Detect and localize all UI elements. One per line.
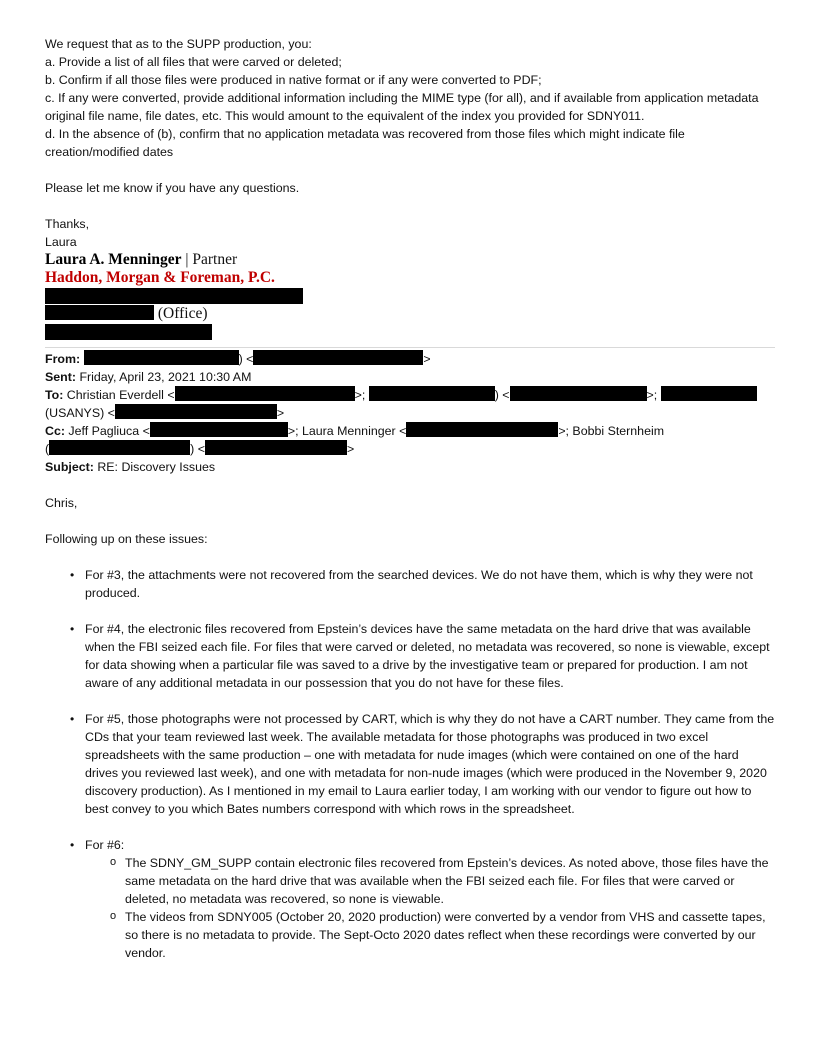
cc-line-continued: ( ) < >: [45, 442, 355, 456]
to-label: To:: [45, 388, 64, 402]
office-label: (Office): [157, 305, 208, 322]
redaction-block: [510, 386, 647, 401]
redaction-block: [406, 422, 558, 437]
to-line-continued: (USANYS) < >: [45, 406, 285, 420]
redaction-block: [175, 386, 355, 401]
redaction-block: [49, 440, 190, 455]
to-line: To: Christian Everdell < >; ) < >;: [45, 386, 775, 404]
redaction-block: [253, 350, 423, 365]
redaction-block: [369, 386, 495, 401]
message-header: [45, 350, 775, 476]
signature-firm: Haddon, Morgan & Foreman, P.C.: [45, 269, 275, 286]
subject-line: [45, 458, 775, 476]
lead-line: Following up on these issues:: [45, 532, 208, 546]
list-item: • For #4, the electronic files recovered from Epstein’s devices have the same metadata on the hard drive that was available when the FBI seized each file. For files that were carved or deleted, no metadata was recovered, so none is viewable, except for data showing when a particular file was saved to a drive by the investigative team or prepared for production. I am not aware of any additional metadata in our possession that you do not have for these files.: [85, 620, 775, 692]
request-item-c: c. If any were converted, provide additional information including the MIME type (for all), and if available from application metadata original file name, file dates, etc. This would amount to the equivalent of the index you provided for SDNY011.: [45, 91, 759, 123]
redaction-block: [115, 404, 277, 419]
signature-separator: |: [181, 251, 193, 268]
sent-line: [45, 368, 775, 386]
cc-line: Cc: Jeff Pagliuca < >; Laura Menninger < >; Bobbi Sternheim: [45, 424, 665, 438]
list-item: • For #6: o The SDNY_GM_SUPP contain electronic files recovered from Epstein’s devices. As noted above, those files have the same metadata on the hard drive that was available when the FBI seized each file. For files that were carved or deleted, no metadata was recovered, so none is viewable. o The videos from SDNY005 (October 20, 2020 production) were converted by a vendor from VHS and cassette tapes, so there is no metadata to provide. The Sept-Octo 2020 dates reflect when these recordings were converted by our vendor.: [85, 836, 775, 962]
redaction-block: [661, 386, 757, 401]
header-separator: [45, 347, 775, 348]
redaction-block: [45, 324, 212, 340]
signature-name: Laura A. Menninger: [45, 251, 182, 268]
request-item-d: d. In the absence of (b), confirm that no application metadata was recovered from those files which might indicate file creation/modified dates: [45, 127, 685, 159]
signature-title: Partner: [192, 251, 238, 268]
sub-list: [85, 854, 775, 962]
signature-block: [45, 251, 775, 340]
sub-list-item: o The SDNY_GM_SUPP contain electronic files recovered from Epstein’s devices. As noted above, those files have the same metadata on the hard drive that was available when the FBI seized each file. For files that were carved or deleted, no metadata was recovered, so none is viewable.: [125, 854, 775, 908]
redaction-block: [45, 305, 154, 320]
request-item-b: b. Confirm if all those files were produced in native format or if any were converted to PDF;: [45, 73, 542, 87]
subject-value: RE: Discovery Issues: [97, 460, 216, 474]
questions-line: Please let me know if you have any questions.: [45, 181, 300, 195]
sent-label: Sent:: [45, 370, 76, 384]
sent-value: Friday, April 23, 2021 10:30 AM: [79, 370, 252, 384]
thanks-line: Thanks,: [45, 217, 90, 231]
list-item: • For #3, the attachments were not recovered from the searched devices. We do not have them, which is why they were not produced.: [85, 566, 775, 602]
from-line: From: ) < >: [45, 352, 431, 366]
from-label: From:: [45, 352, 81, 366]
request-item-a: a. Provide a list of all files that were carved or deleted;: [45, 55, 342, 69]
email-document: [45, 35, 775, 980]
redaction-block: [84, 350, 239, 365]
greeting: Chris,: [45, 496, 78, 510]
redaction-block: [150, 422, 288, 437]
cc-label: Cc:: [45, 424, 65, 438]
subject-label: Subject:: [45, 460, 94, 474]
response-list: [45, 566, 775, 962]
list-item: • For #5, those photographs were not processed by CART, which is why they do not have a CART number. They came from the CDs that your team reviewed last week. The available metadata for those photographs was produced in two excel spreadsheets with the same production – one with metadata for nude images (which were contained on one of the hard drives you reviewed last week), and one with metadata for non-nude images (which were produced in the November 9, 2020 discovery production). As I mentioned in my email to Laura earlier today, I am working with our vendor to figure out how to best convey to you which Bates numbers correspond with which rows in the spreadsheet.: [85, 710, 775, 818]
sub-list-item: o The videos from SDNY005 (October 20, 2020 production) were converted by a vendor from VHS and cassette tapes, so there is no metadata to provide. The Sept-Octo 2020 dates reflect when these recordings were converted by our vendor.: [125, 908, 775, 962]
redaction-block: [45, 288, 303, 304]
signoff-name: Laura: [45, 235, 77, 249]
redaction-block: [205, 440, 347, 455]
request-intro: We request that as to the SUPP production, you:: [45, 37, 312, 51]
